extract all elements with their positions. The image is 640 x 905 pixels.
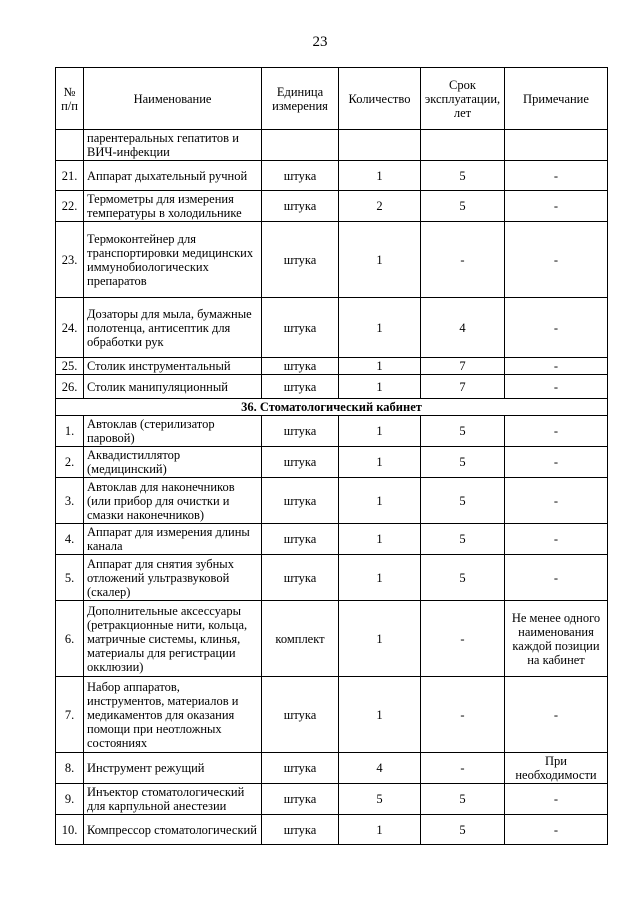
cell-qty: 1 [339, 478, 421, 524]
cell-note: - [505, 416, 608, 447]
cell-num: 7. [56, 677, 84, 753]
table-header-row [56, 68, 608, 130]
cell-qty: 1 [339, 677, 421, 753]
cell-term: 5 [421, 784, 505, 815]
table-row [56, 298, 608, 358]
cell-num: 25. [56, 358, 84, 375]
cell-num: 23. [56, 222, 84, 298]
cell-qty: 5 [339, 784, 421, 815]
table-row [56, 191, 608, 222]
header-note: Примечание [505, 68, 608, 130]
cell-term: 5 [421, 478, 505, 524]
cell-qty: 1 [339, 161, 421, 191]
cell-name: парентеральных гепатитов и ВИЧ-инфекции [84, 130, 262, 161]
cell-qty: 2 [339, 191, 421, 222]
cell-num: 8. [56, 753, 84, 784]
cell-qty: 1 [339, 601, 421, 677]
cell-name: Аппарат для снятия зубных отложений ультразвуковой (скалер) [84, 555, 262, 601]
cell-unit: штука [262, 375, 339, 399]
cell-unit: штука [262, 416, 339, 447]
cell-term: 5 [421, 555, 505, 601]
cell-qty [339, 130, 421, 161]
cell-term: 4 [421, 298, 505, 358]
cell-note: - [505, 375, 608, 399]
cell-qty: 1 [339, 222, 421, 298]
cell-term: 7 [421, 358, 505, 375]
cell-name: Автоклав (стерилизатор паровой) [84, 416, 262, 447]
table-row [56, 753, 608, 784]
cell-unit: штука [262, 753, 339, 784]
table-row [56, 815, 608, 845]
cell-note [505, 130, 608, 161]
cell-note: - [505, 447, 608, 478]
cell-term: 5 [421, 524, 505, 555]
cell-note: - [505, 677, 608, 753]
cell-name: Аппарат для измерения длины канала [84, 524, 262, 555]
header-term: Срок эксплуатации, лет [421, 68, 505, 130]
cell-term: 5 [421, 161, 505, 191]
cell-name: Аппарат дыхательный ручной [84, 161, 262, 191]
cell-unit: штука [262, 555, 339, 601]
cell-note: - [505, 161, 608, 191]
section-row [56, 399, 608, 416]
cell-term: - [421, 601, 505, 677]
cell-term: 7 [421, 375, 505, 399]
cell-name: Столик инструментальный [84, 358, 262, 375]
cell-term: - [421, 222, 505, 298]
cell-note: - [505, 298, 608, 358]
cell-unit [262, 130, 339, 161]
cell-name: Компрессор стоматологический [84, 815, 262, 845]
table-row [56, 447, 608, 478]
cell-unit: штука [262, 161, 339, 191]
cell-unit: штука [262, 358, 339, 375]
header-unit: Единица измерения [262, 68, 339, 130]
cell-num: 24. [56, 298, 84, 358]
cell-term: 5 [421, 191, 505, 222]
cell-note: Не менее одного наименования каждой позиции на кабинет [505, 601, 608, 677]
equipment-table [55, 67, 608, 845]
table-row [56, 416, 608, 447]
page-number: 23 [312, 34, 328, 50]
table-row [56, 555, 608, 601]
cell-qty: 1 [339, 447, 421, 478]
cell-term [421, 130, 505, 161]
cell-unit: штука [262, 784, 339, 815]
header-num: № п/п [56, 68, 84, 130]
header-qty: Количество [339, 68, 421, 130]
table-row [56, 784, 608, 815]
cell-num: 3. [56, 478, 84, 524]
table-row [56, 130, 608, 161]
table-row [56, 601, 608, 677]
cell-unit: штука [262, 191, 339, 222]
cell-note: - [505, 478, 608, 524]
cell-note: - [505, 784, 608, 815]
cell-unit: штука [262, 298, 339, 358]
cell-note: При необходимости [505, 753, 608, 784]
cell-name: Дополнительные аксессуары (ретракционные нити, кольца, матричные системы, клинья, материалы для регистрации окклюзии) [84, 601, 262, 677]
cell-qty: 4 [339, 753, 421, 784]
cell-note: - [505, 555, 608, 601]
cell-note: - [505, 815, 608, 845]
cell-num [56, 130, 84, 161]
cell-qty: 1 [339, 298, 421, 358]
table-row [56, 222, 608, 298]
cell-unit: штука [262, 478, 339, 524]
cell-unit: штука [262, 447, 339, 478]
cell-num: 9. [56, 784, 84, 815]
cell-unit: штука [262, 524, 339, 555]
cell-num: 26. [56, 375, 84, 399]
cell-num: 2. [56, 447, 84, 478]
cell-num: 5. [56, 555, 84, 601]
table-row [56, 677, 608, 753]
table-row [56, 478, 608, 524]
cell-name: Дозаторы для мыла, бумажные полотенца, антисептик для обработки рук [84, 298, 262, 358]
cell-term: 5 [421, 416, 505, 447]
header-name: Наименование [84, 68, 262, 130]
cell-unit: штука [262, 222, 339, 298]
cell-name: Термоконтейнер для транспортировки медицинских иммунобиологических препаратов [84, 222, 262, 298]
cell-name: Автоклав для наконечников (или прибор для очистки и смазки наконечников) [84, 478, 262, 524]
cell-term: 5 [421, 447, 505, 478]
cell-name: Аквадистиллятор (медицинский) [84, 447, 262, 478]
cell-qty: 1 [339, 358, 421, 375]
cell-num: 10. [56, 815, 84, 845]
cell-note: - [505, 358, 608, 375]
table-row [56, 375, 608, 399]
cell-name: Инструмент режущий [84, 753, 262, 784]
cell-term: - [421, 677, 505, 753]
cell-name: Термометры для измерения температуры в холодильнике [84, 191, 262, 222]
cell-num: 21. [56, 161, 84, 191]
cell-num: 1. [56, 416, 84, 447]
cell-qty: 1 [339, 524, 421, 555]
cell-note: - [505, 222, 608, 298]
cell-qty: 1 [339, 555, 421, 601]
table-row [56, 161, 608, 191]
section-title: 36. Стоматологический кабинет [56, 399, 608, 416]
cell-name: Набор аппаратов, инструментов, материалов и медикаментов для оказания помощи при неотложных состояниях [84, 677, 262, 753]
cell-name: Столик манипуляционный [84, 375, 262, 399]
cell-term: - [421, 753, 505, 784]
table-row [56, 358, 608, 375]
cell-unit: штука [262, 677, 339, 753]
table-row [56, 524, 608, 555]
cell-note: - [505, 191, 608, 222]
cell-unit: комплект [262, 601, 339, 677]
cell-num: 22. [56, 191, 84, 222]
cell-unit: штука [262, 815, 339, 845]
cell-qty: 1 [339, 815, 421, 845]
cell-qty: 1 [339, 375, 421, 399]
cell-term: 5 [421, 815, 505, 845]
cell-qty: 1 [339, 416, 421, 447]
cell-name: Инъектор стоматологический для карпульной анестезии [84, 784, 262, 815]
cell-note: - [505, 524, 608, 555]
cell-num: 4. [56, 524, 84, 555]
cell-num: 6. [56, 601, 84, 677]
